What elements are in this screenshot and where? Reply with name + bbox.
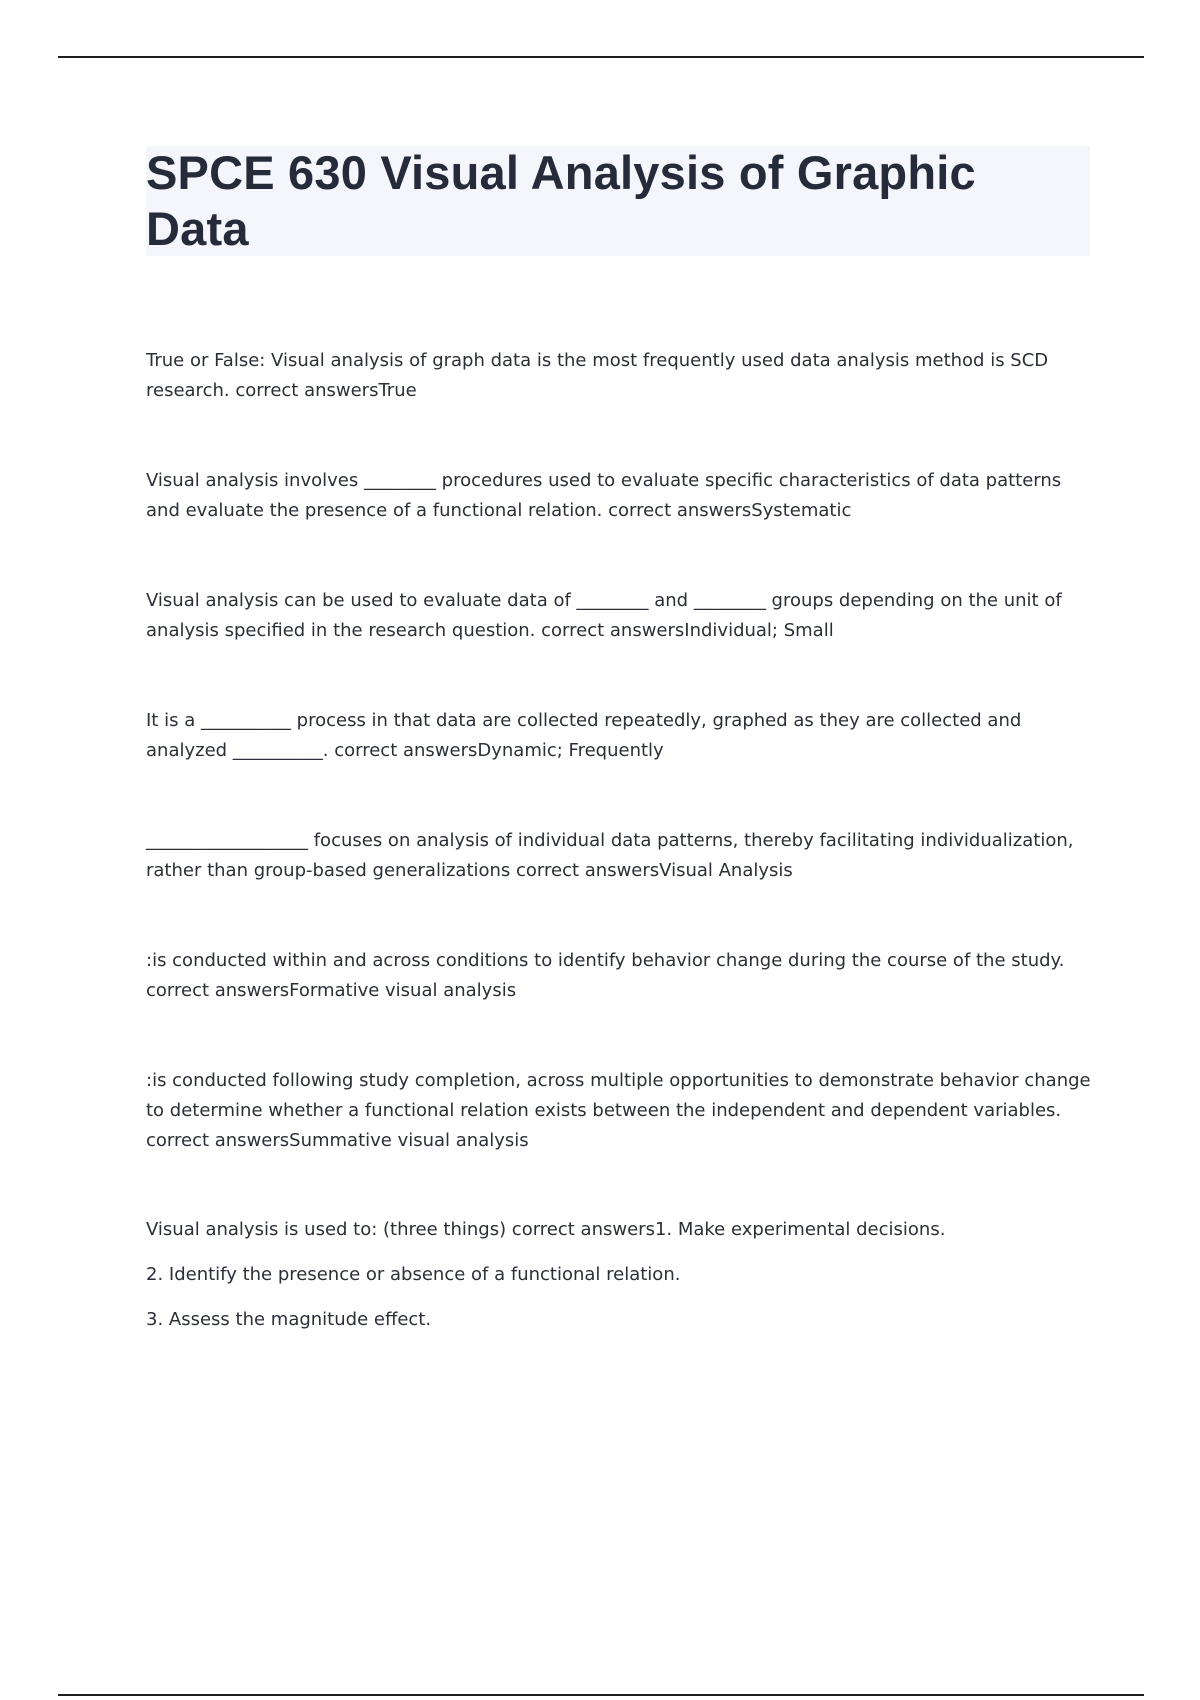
- list-line-2: 2. Identify the presence or absence of a functional relation.: [146, 1264, 681, 1285]
- bottom-rule: [58, 1694, 1144, 1696]
- qa-item-7: :is conducted following study completion, across multiple opportunities to demonstrate behavior change to determine whether a functional relation exists between the independent and dependent variables. correct answersSummative visual analysis: [146, 1070, 1091, 1151]
- qa-item-1: True or False: Visual analysis of graph data is the most frequently used data analysis method is SCD research. correct answersTrue: [146, 350, 1049, 401]
- top-rule: [58, 56, 1144, 58]
- qa-item-2: Visual analysis involves ________ procedures used to evaluate specific characteristics of data patterns and evaluate the presence of a functional relation. correct answersSystematic: [146, 470, 1062, 521]
- qa-item-3: Visual analysis can be used to evaluate data of ________ and ________ groups depending on the unit of analysis specified in the research question. correct answersIndividual; Small: [146, 590, 1062, 641]
- list-line-3: 3. Assess the magnitude effect.: [146, 1309, 432, 1330]
- page-title: SPCE 630 Visual Analysis of Graphic Data: [146, 146, 976, 255]
- qa-item-6: :is conducted within and across conditions to identify behavior change during the course of the study. correct answersFormative visual analysis: [146, 950, 1065, 1001]
- qa-item-5: __________________ focuses on analysis of individual data patterns, thereby facilitating individualization, rather than group-based generalizations correct answersVisual Analysis: [146, 830, 1074, 881]
- qa-item-4: It is a __________ process in that data are collected repeatedly, graphed as they are collected and analyzed __________. correct answersDynamic; Frequently: [146, 710, 1022, 761]
- qa-item-8: Visual analysis is used to: (three things) correct answers1. Make experimental decisions.: [146, 1219, 946, 1240]
